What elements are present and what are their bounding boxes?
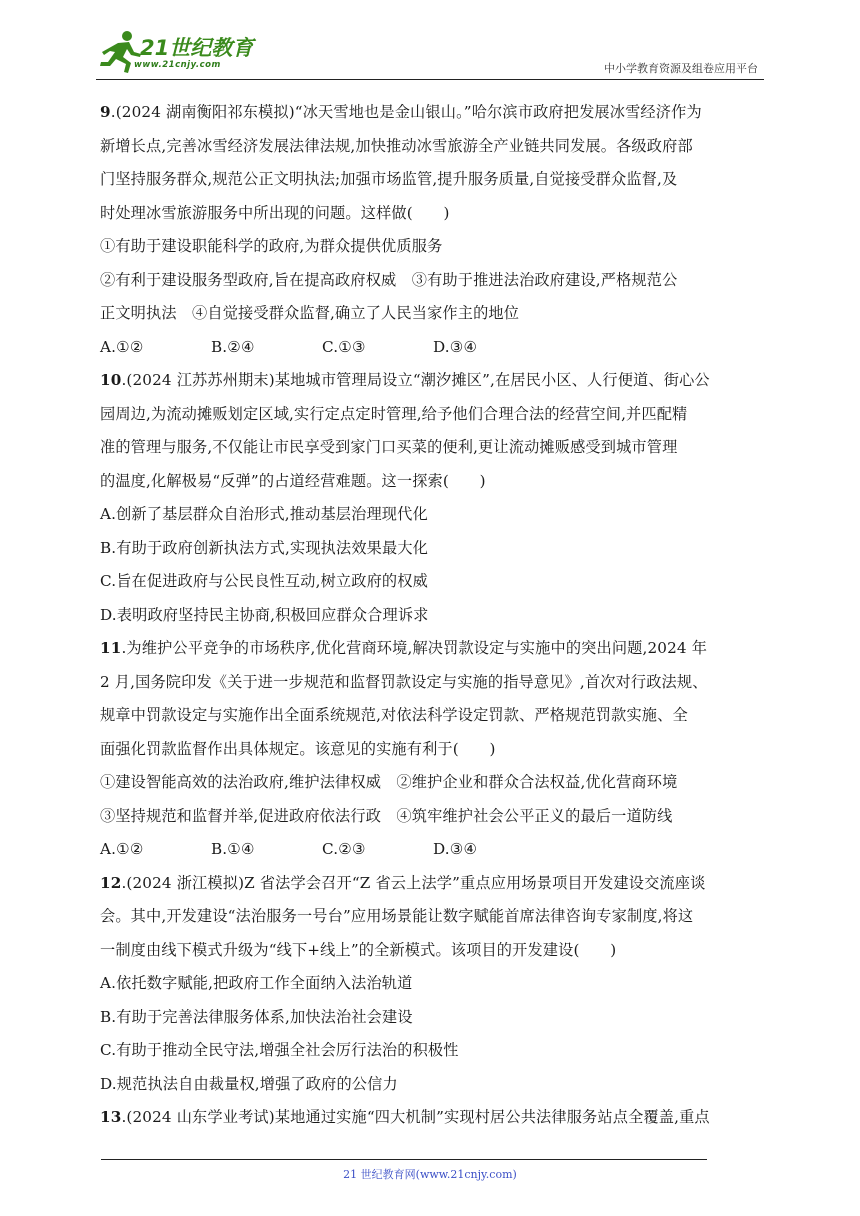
statement-line: ③坚持规范和监督并举,促进政府依法行政 ④筑牢维护社会公平正义的最后一道防线 — [100, 806, 673, 825]
question-line: 时处理冰雪旅游服务中所出现的问题。这样做( ) — [100, 203, 450, 222]
question-line: 11.为维护公平竞争的市场秩序,优化营商环境,解决罚款设定与实施中的突出问题,2024 年 — [100, 639, 708, 657]
question-line: 门坚持服务群众,规范公正文明执法;加强市场监管,提升服务质量,自觉接受群众监督,及 — [100, 170, 678, 188]
footer-divider — [101, 1159, 707, 1160]
question-line: 一制度由线下模式升级为“线下+线上”的全新模式。该项目的开发建设( ) — [100, 940, 617, 959]
question-line: 园周边,为流动摊贩划定区域,实行定点定时管理,给予他们合理合法的经营空间,并匹配精 — [100, 404, 688, 423]
question-line: 9.(2024 湖南衡阳祁东模拟)“冰天雪地也是金山银山。”哈尔滨市政府把发展冰雪经济作为 — [100, 103, 702, 121]
option-d: D.规范执法自由裁量权,增强了政府的公信力 — [100, 1074, 398, 1093]
platform-tagline: 中小学教育资源及组卷应用平台 — [604, 62, 758, 75]
answer-options — [100, 331, 764, 365]
statement-line: ①建设智能高效的法治政府,维护法律权威 ②维护企业和群众合法权益,优化营商环境 — [100, 773, 678, 791]
question-line: 13.(2024 山东学业考试)某地通过实施“四大机制”实现村居公共法律服务站点全覆盖,重点 — [100, 1108, 710, 1126]
statement-line: 正文明执法 ④自觉接受群众监督,确立了人民当家作主的地位 — [100, 304, 520, 322]
question-line: 规章中罚款设定与实施作出全面系统规范,对依法科学设定罚款、严格规范罚款实施、全 — [100, 706, 688, 724]
question-number: 13 — [100, 1108, 122, 1126]
question-line: 新增长点,完善冰雪经济发展法律法规,加快推动冰雪旅游全产业链共同发展。各级政府部 — [100, 136, 693, 155]
option-b: B.有助于完善法律服务体系,加快法治社会建设 — [100, 1007, 413, 1026]
question-line: 会。其中,开发建设“法治服务一号台”应用场景能让数字赋能首席法律咨询专家制度,将这 — [100, 907, 694, 925]
option-a: A.创新了基层群众自治形式,推动基层治理现代化 — [100, 505, 428, 523]
question-list — [100, 96, 764, 1135]
question-10 — [100, 364, 764, 632]
option-b: B.②④ — [211, 337, 255, 356]
question-9 — [100, 96, 764, 364]
question-number: 11 — [100, 639, 122, 657]
question-13 — [100, 1101, 764, 1135]
option-d: D.表明政府坚持民主协商,积极回应群众合理诉求 — [100, 605, 429, 624]
question-line: 准的管理与服务,不仅能让市民享受到家门口买菜的便利,更让流动摊贩感受到城市管理 — [100, 438, 678, 456]
header-divider — [96, 79, 764, 80]
option-a: A.依托数字赋能,把政府工作全面纳入法治轨道 — [100, 974, 413, 992]
statement-line: ②有利于建设服务型政府,旨在提高政府权威 ③有助于推进法治政府建设,严格规范公 — [100, 270, 678, 289]
option-b: B.①④ — [211, 840, 255, 858]
option-c: C.①③ — [322, 337, 366, 356]
question-line: 的温度,化解极易“反弹”的占道经营难题。这一探索( ) — [100, 471, 486, 490]
option-a: A.①② — [100, 337, 144, 356]
question-12 — [100, 867, 764, 1102]
page-header — [96, 30, 764, 82]
logo-text: 21世纪教育 — [140, 36, 254, 60]
question-11 — [100, 632, 764, 867]
question-number: 9 — [100, 103, 111, 121]
logo-url: www.21cnjy.com — [134, 60, 221, 70]
question-line: 面强化罚款监督作出具体规定。该意见的实施有利于( ) — [100, 739, 496, 758]
option-c: C.有助于推动全民守法,增强全社会厉行法治的积极性 — [100, 1041, 459, 1059]
logo — [96, 30, 266, 80]
option-d: D.③④ — [433, 337, 478, 356]
option-b: B.有助于政府创新执法方式,实现执法效果最大化 — [100, 538, 429, 557]
question-number: 10 — [100, 371, 122, 389]
question-line: 10.(2024 江苏苏州期末)某地城市管理局设立“潮汐摊区”,在居民小区、人行便道、街心公 — [100, 371, 710, 389]
question-number: 12 — [100, 873, 122, 892]
statement-line: ①有助于建设职能科学的政府,为群众提供优质服务 — [100, 237, 443, 255]
option-a: A.①② — [100, 840, 144, 858]
option-c: C.旨在促进政府与公民良性互动,树立政府的权威 — [100, 572, 428, 590]
footer-source: 21 世纪教育网(www.21cnjy.com) — [343, 1168, 517, 1181]
answer-options — [100, 833, 764, 867]
option-c: C.②③ — [322, 840, 366, 858]
question-line: 12.(2024 浙江模拟)Z 省法学会召开“Z 省云上法学”重点应用场景项目开发建设交流座谈 — [100, 873, 706, 892]
question-line: 2 月,国务院印发《关于进一步规范和监督罚款设定与实施的指导意见》,首次对行政法规、 — [100, 672, 708, 691]
option-d: D.③④ — [433, 840, 478, 858]
